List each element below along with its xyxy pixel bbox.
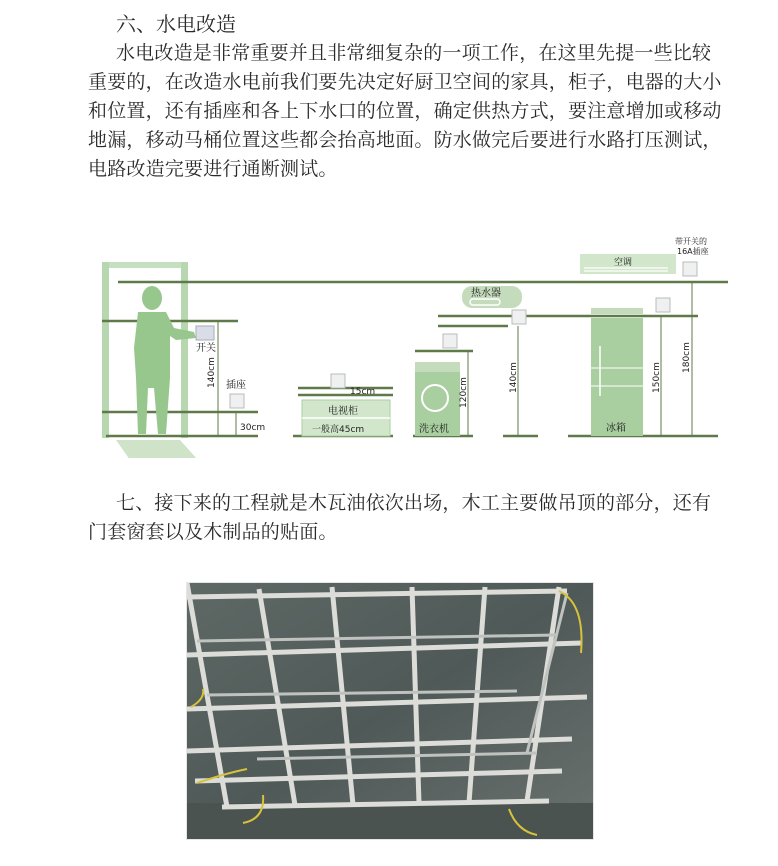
- tv-cabinet-label: 电视柜: [328, 406, 358, 417]
- dim-150: 150cm: [652, 362, 662, 393]
- switch-icon: [196, 326, 214, 340]
- ac-label: 空调: [614, 258, 633, 268]
- ac-socket-icon: [683, 262, 697, 276]
- section6-heading: 六、水电改造: [116, 12, 236, 36]
- ac-socket-label-1: 带开关的: [675, 237, 707, 246]
- heater-socket-icon: [512, 310, 526, 324]
- washer-label: 洗衣机: [419, 424, 449, 435]
- dim-15: 15cm: [350, 387, 376, 397]
- tv-height-label: 一般高45cm: [312, 425, 365, 435]
- socket-icon: [230, 394, 244, 408]
- water-heater-label: 热水器: [471, 288, 501, 299]
- section6-body: 水电改造是非常重要并且非常细复杂的一项工作，在这里先提一些比较重要的，在改造水电前我们要先决定好厨卫空间的家具，柜子，电器的大小和位置，还有插座和各上下水口的位置，确定供热方式，要注意增加或移动地漏，移动马桶位置这些都会抬高地面。防水做完后要进行水路打压测试，电路改造完要进行通断测试。: [88, 42, 722, 180]
- dim-140-left: 140cm: [207, 357, 217, 388]
- person-shadow: [116, 440, 198, 458]
- socket-label: 插座: [226, 380, 246, 391]
- fridge-socket-icon: [656, 298, 670, 312]
- plumbing-electrical-height-diagram: [88, 228, 728, 458]
- ceiling-frame-photo: [186, 582, 594, 840]
- dim-140-mid: 140cm: [509, 362, 519, 393]
- dim-30: 30cm: [240, 423, 266, 433]
- dim-180: 180cm: [682, 342, 692, 373]
- section7-body: 七、接下来的工程就是木瓦油依次出场，木工主要做吊顶的部分，还有门套窗套以及木制品的贴面。: [88, 492, 712, 543]
- washer-socket-icon: [443, 334, 457, 348]
- tv-socket-icon: [331, 374, 345, 388]
- ac-socket-label-2: 16A插座: [677, 247, 709, 256]
- switch-label: 开关: [196, 343, 216, 354]
- fridge: [591, 318, 643, 436]
- dim-120: 120cm: [459, 377, 469, 408]
- fridge-label: 冰箱: [606, 423, 626, 434]
